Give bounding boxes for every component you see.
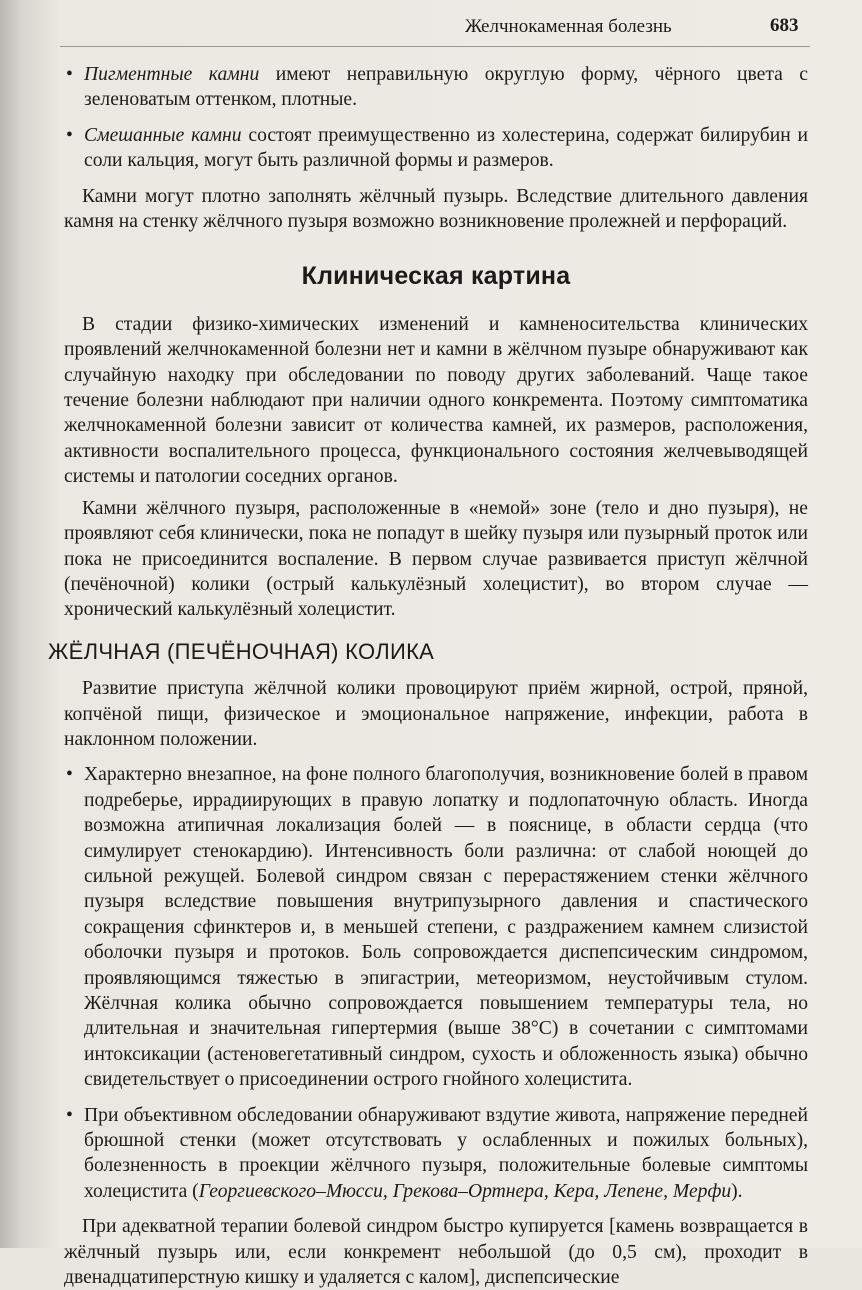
subsection-title: ЖЁЛЧНАЯ (ПЕЧЁНОЧНАЯ) КОЛИКА <box>48 638 435 664</box>
bullet-colic-symptoms <box>64 762 808 1092</box>
page-number: 683 <box>770 15 799 36</box>
bullet-text: имеют неправильную округлую форму, чёрного цвета с зеленоватым оттенком, плотные. <box>84 64 808 111</box>
bullet-term: Смешанные камни <box>84 124 242 146</box>
bullet-term: Пигментные камни <box>84 64 260 85</box>
paragraph-final: При адекватной терапии болевой синдром быстро купируется [камень возвращается в жёлчный пузырь или, если конкремент небольшой (до 0,5 см), проходит в двенадцатиперстную кишку и удаляется с калом], диспепсические <box>64 1216 808 1289</box>
paragraph-colic: Развитие приступа жёлчной колики провоцируют приём жирной, острой, пряной, копчёной пищи, физическое и эмоциональное напряжение, инфекции, работа в наклонном положении. <box>64 678 808 750</box>
bullet-tail: ). <box>731 1180 743 1202</box>
bullet-text: Характерно внезапное, на фоне полного благополучия, возникновение болей в правом подреберье, иррадиирующих в правую лопатку и подлопаточную область. Иногда возможна атипичная локализация болей — в пояснице, в области сердца (что симулирует стенокардию). Интенсивность боли различна: от слабой ноющей до сильной режущей. Болевой синдром связан с перерастяжением стенки жёлчного пузыря вследствие повышения внутрипузырного давления и спастического сокращения сфинктеров и, в меньшей степени, с раздражением камнем слизистой оболочки пузыря и протоков. Боль сопровождается диспепсическим синдромом, проявляющимся тяжестью в эпигастрии, метеоризмом, неустойчивым стулом. Жёлчная колика обычно сопровождается повышением температуры тела, но длительная и значительная гипертермия (выше 38°С) в сочетании с симптомами интоксикации (астеновегетативный синдром, сухость и обложенность языка) обычно свидетельствует о присоединении острого гнойного холецистита. <box>84 764 808 1091</box>
bullet-symptom-names: Георгиевского–Мюсси, Грекова–Ортнера, Кера, Лепене, Мерфи <box>198 1180 732 1202</box>
paragraph-clinical-2: Камни жёлчного пузыря, расположенные в «немой» зоне (тело и дно пузыря), не проявляют себя клинически, пока не попадут в шейку пузыря или пузырный проток или пока не присоединится воспаление. В первом случае развивается приступ жёлчной (печёночной) колики (острый калькулёзный холецистит), во втором случае — хронический калькулёзный холецистит. <box>64 497 808 621</box>
running-title: Желчнокаменная болезнь <box>465 16 672 37</box>
page-content <box>48 62 808 1290</box>
paragraph-clinical-1: В стадии физико-химических изменений и камненосительства клинических проявлений желчнокаменной болезни нет и камни в жёлчном пузыре обнаруживают как случайную находку при обследовании по поводу других заболеваний. Чаще такое течение болезни наблюдают при наличии одного конкремента. Поэтому симптоматика желчнокаменной болезни зависит от количества камней, их размеров, расположения, активности воспалительного процесса, функционального состояния желчевыводящей системы и патологии соседних органов. <box>64 313 808 488</box>
bullet-text: состоят преимущественно из холестерина, содержат билирубин и соли кальция, могут быть различной формы и размеров. <box>84 124 808 172</box>
paragraph-stones: Камни могут плотно заполнять жёлчный пузырь. Вследствие длительного давления камня на стенку жёлчного пузыря возможно возникновение пролежней и перфораций. <box>64 185 808 233</box>
header-rule <box>60 46 810 47</box>
bullet-objective-exam <box>64 1103 808 1205</box>
bullet-mixed-stones <box>64 123 808 174</box>
bullet-pigment-stones <box>64 62 808 113</box>
bullet-text: При объективном обследовании обнаруживают вздутие живота, напряжение передней брюшной стенки (может отсутствовать у ослабленных и пожилых больных), болезненность в проекции жёлчного пузыря, положительные болевые симптомы холецистита ( <box>84 1104 808 1202</box>
page-header <box>0 14 862 44</box>
section-title: Клиническая картина <box>301 262 571 291</box>
